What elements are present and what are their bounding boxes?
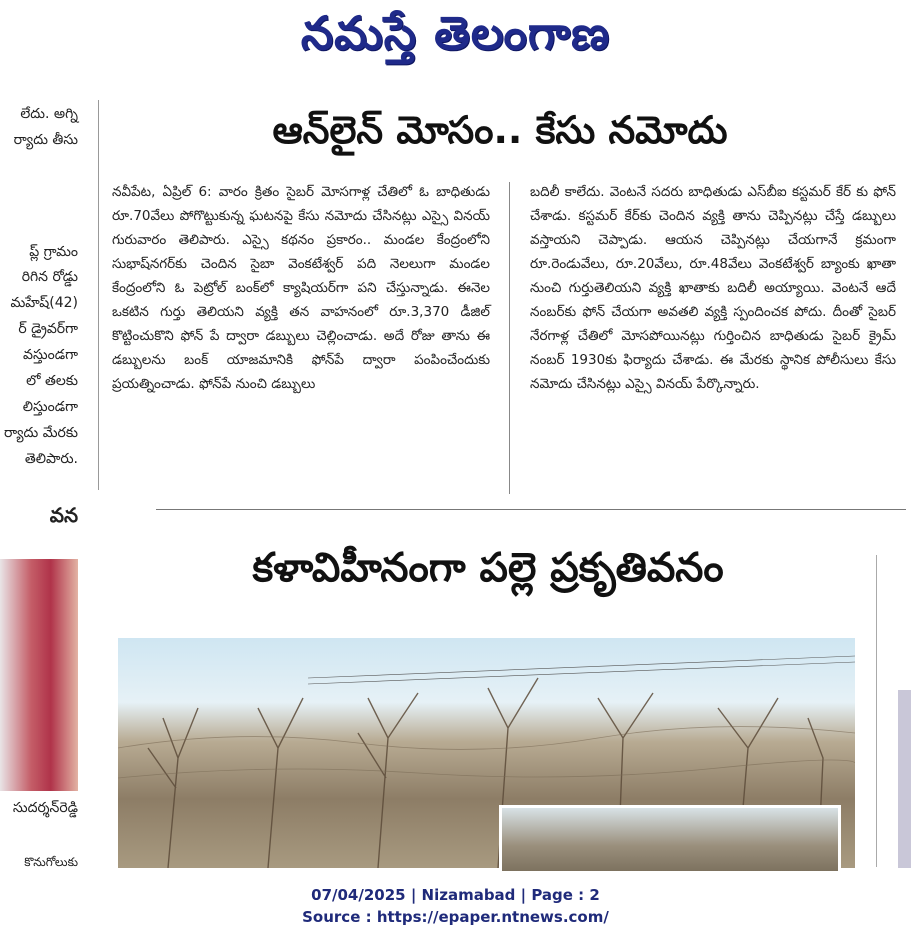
section-divider bbox=[156, 509, 906, 510]
article-headline: ఆన్‌లైన్ మోసం.. కేసు నమోదు bbox=[272, 108, 728, 152]
left-fragment: ర్ డ్రైవర్‌గా bbox=[18, 321, 78, 337]
footer-date-edition: 07/04/2025 | Nizamabad | Page : 2 bbox=[311, 886, 600, 904]
left-fragment: లేదు. అగ్ని bbox=[20, 106, 78, 122]
adjacent-photo-edge bbox=[898, 690, 911, 868]
column-divider bbox=[98, 100, 99, 490]
column-divider bbox=[876, 555, 877, 867]
footer-source[interactable]: Source : https://epaper.ntnews.com/ bbox=[302, 908, 609, 926]
left-fragment: ప్ల్ గ్రామం bbox=[29, 244, 78, 260]
column-divider bbox=[509, 182, 510, 494]
left-fragment: లిస్తుండగా bbox=[22, 399, 78, 415]
masthead bbox=[0, 0, 911, 80]
left-fragment: ర్యాదు తీసు bbox=[13, 132, 78, 148]
left-fragment: తెలిపారు. bbox=[24, 451, 78, 467]
left-fragment: లో తలకు bbox=[26, 373, 78, 389]
newspaper-name: నమస్తే తెలంగాణ bbox=[300, 6, 611, 60]
left-subhead: వన bbox=[49, 503, 78, 527]
article-column-2: బదిలీ కాలేదు. వెంటనే సదరు బాధితుడు ఎస్‌బీఐ కస్టమర్ కేర్ కు ఫోన్ చేశాడు. కస్టమర్ కేర్‌కు చెందిన వ్యక్తి తాను చెప్పినట్లు చేస్తే డబ్బులు వస్తాయని చెప్పాడు. ఆయన చెప్పినట్లు చేయగానే క్రమంగా రూ.రెండువేలు, రూ.20వేలు, రూ.48వేలు వెంకటేశ్వర్ బ్యాంకు ఖాతా నుంచి గుర్తుతెలియని వ్యక్తి ఖాతాకు బదిలీ అయ్యాయి. వెంటనే ఆదే నంబర్‌కు ఫోన్ చేయగా అవతలి వ్యక్తి స్పందించక పోదు. దీంతో సైబర్ నేరగాళ్ల చేతిలో మోసపోయినట్లు గుర్తించిన బాధితుడు సైబర్ క్రైమ్ నంబర్ 1930కు ఫిర్యాదు చేశాడు. ఈ మేరకు స్థానిక పోలీసులు కేసు నమోదు చేసినట్లు ఎస్సై వినయ్ పేర్కొన్నారు. bbox=[530, 184, 896, 392]
award-photo bbox=[0, 559, 78, 791]
page-footer bbox=[0, 884, 911, 928]
inset-photo bbox=[499, 805, 841, 874]
left-fragment: ర్యాదు మేరకు bbox=[4, 425, 78, 441]
left-photo-caption: సుదర్శన్‌రెడ్డి bbox=[12, 800, 78, 816]
left-fragment: రిగిన రోడ్డు bbox=[21, 269, 78, 285]
article-column-1: నవీపేట, ఏప్రిల్ 6: వారం క్రితం సైబర్ మోసగాళ్ల చేతిలో ఓ బాధితుడు రూ.70వేలు పోగొట్టుకున్న ఘటనపై కేసు నమోదు చేసినట్లు ఎస్సై వినయ్ గురువారం తెలిపారు. ఎస్సై కథనం ప్రకారం.. మండల కేంద్రంలోని సుభాష్‌నగర్‌కు చెందిన సైబా వెంకటేశ్వర్ పది నెలలుగా మండల కేంద్రంలోని ఓ పెట్రోల్ బంక్‌లో క్యాషియర్‌గా పని చేస్తున్నాడు. ఈనెల ఒకటిన గుర్తు తెలియని వ్యక్తి తన వాహనంలో రూ.3,370 డీజిల్ కొట్టించుకొని ఫోన్ పే ద్వారా డబ్బులు చెల్లించాడు. అదే రోజు తాను ఈ డబ్బులను బంక్ యాజమానికి ఫోన్‌పే ద్వారా పంపించేందుకు ప్రయత్నించాడు. ఫోన్‌పే నుంచి డబ్బులు bbox=[112, 184, 490, 392]
article-headline-2: కళావిహీనంగా పల్లె ప్రకృతివనం bbox=[252, 545, 724, 591]
left-fragment: వస్తుండగా bbox=[23, 347, 78, 363]
left-bottom-fragment: కొనుగోలుకు bbox=[24, 855, 78, 868]
left-fragment: మహేష్(42) bbox=[10, 295, 78, 311]
